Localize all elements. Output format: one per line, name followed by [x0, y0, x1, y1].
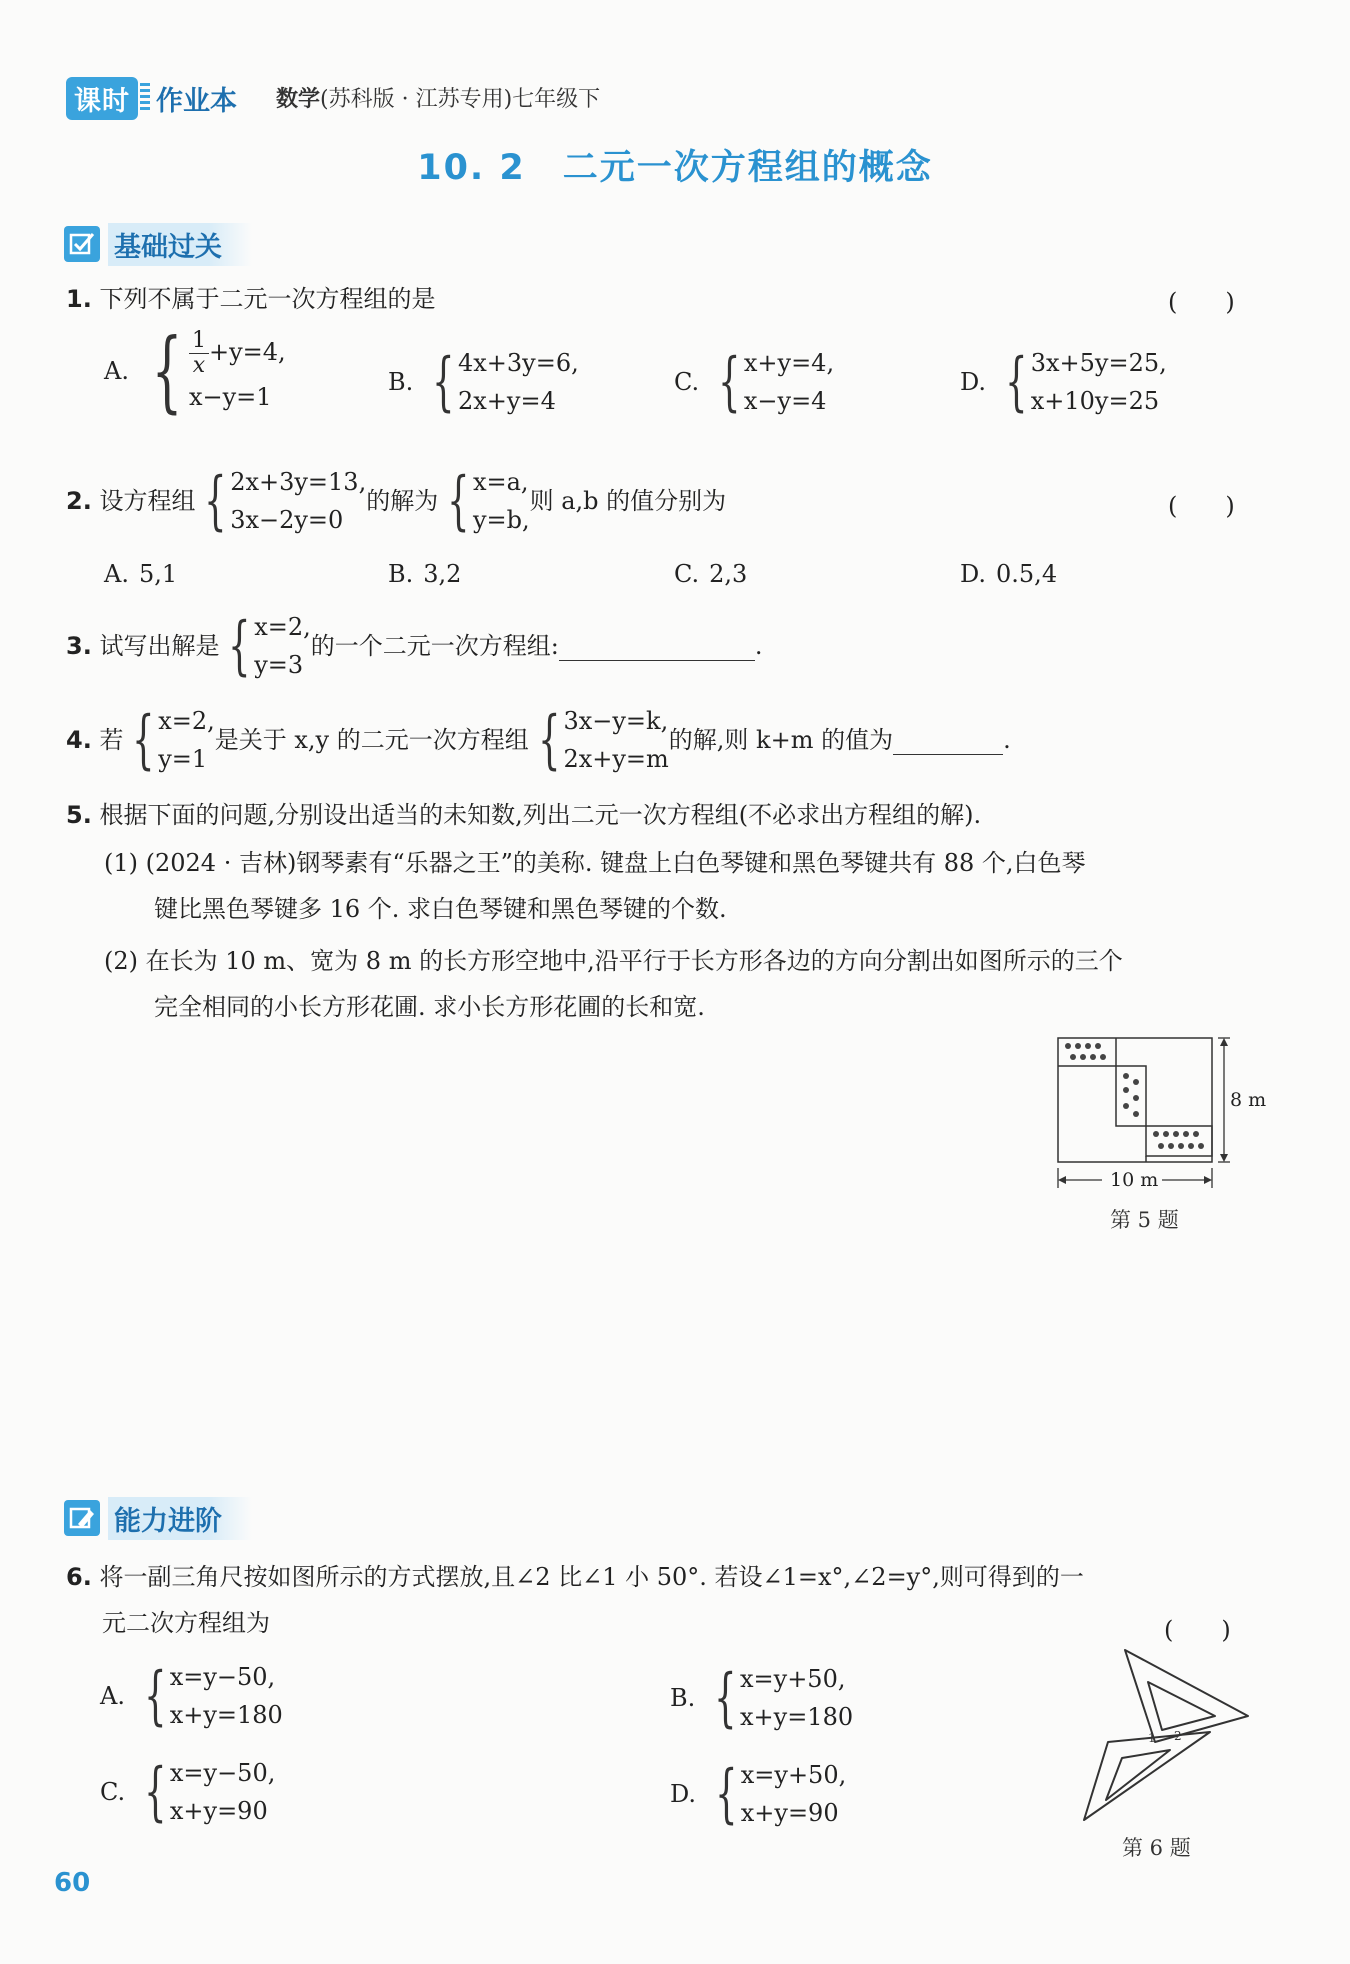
question-text: 下列不属于二元一次方程组的是 — [99, 285, 436, 313]
subject-label: 数学 — [276, 87, 321, 112]
pencil-icon — [64, 1500, 100, 1536]
logo-badge: 课时 — [66, 77, 138, 120]
question-text: 的解为 — [366, 487, 439, 515]
question-number: 1. — [66, 285, 92, 313]
q2-option-c: C. 2,3 — [674, 560, 748, 588]
question-number: 4. — [66, 726, 92, 754]
solution-system: { x=2, y=3 — [228, 609, 311, 683]
publisher-logo — [66, 78, 237, 118]
figure-6-caption: 第 6 题 — [1122, 1836, 1191, 1860]
q1-option-a — [104, 319, 286, 422]
question-6 — [66, 1560, 1084, 1594]
equation-system: { x=y+50, x+y=90 — [715, 1757, 847, 1831]
question-text: 若 — [99, 726, 124, 754]
section-header-basic — [64, 224, 252, 264]
question-5 — [66, 798, 981, 832]
solution-system: { x=a, y=b, — [447, 464, 530, 538]
answer-blank[interactable] — [893, 726, 1003, 755]
q6-option-d: D. { x=y+50, x+y=90 — [670, 1757, 847, 1831]
q1-option-d — [960, 344, 1167, 420]
section-label-advanced: 能力进阶 — [108, 1497, 252, 1540]
q1-option-b — [388, 344, 579, 420]
equation-system: { 3x+5y=25, x+10y=25 — [1005, 345, 1167, 419]
solution-system: { x=2, y=1 — [132, 703, 215, 777]
question-2 — [66, 463, 726, 539]
section-title: 10. 2 二元一次方程组的概念 — [417, 148, 933, 188]
equation-system: { 2x+3y=13, 3x−2y=0 — [204, 464, 367, 538]
option-label: D. — [960, 368, 987, 396]
book-subtitle — [276, 82, 600, 113]
question-text: 将一副三角尺按如图所示的方式摆放,且∠2 比∠1 小 50°. 若设∠1=x°,∠2=y°,则可得到的一 — [99, 1563, 1084, 1591]
question-text: 试写出解是 — [99, 632, 220, 660]
question-text: 设方程组 — [99, 487, 196, 515]
figure-5-caption: 第 5 题 — [1110, 1208, 1179, 1232]
angle-1-label: 1 — [1148, 1731, 1156, 1745]
question-text: 是关于 x,y 的二元一次方程组 — [214, 726, 529, 754]
edition-label: (苏科版 · 江苏专用)七年级下 — [320, 87, 601, 112]
equation-system: { x=y+50, x+y=180 — [714, 1661, 854, 1735]
question-number: 2. — [66, 487, 92, 515]
question-4: 4. 若 { x=2, y=1 是关于 x,y 的二元一次方程组 { 3x−y=k, 2x+y=m 的解,则 k+m 的值为 . — [66, 703, 1011, 777]
logo-stripes — [140, 83, 150, 113]
figure-width-label: 10 m — [1110, 1169, 1159, 1191]
question-number: 6. — [66, 1563, 92, 1591]
q6-option-a: A. { x=y−50, x+y=180 — [100, 1659, 283, 1733]
equation-system: { x+y=4, x−y=4 — [718, 345, 835, 419]
q2-option-b: B. 3,2 — [388, 560, 462, 588]
q6-option-c: C. { x=y−50, x+y=90 — [100, 1755, 276, 1829]
figure-6-set-squares — [1070, 1640, 1260, 1830]
option-label: A. — [104, 357, 129, 385]
q2-option-d: D. 0.5,4 — [960, 560, 1058, 588]
q5-part2-line2: 完全相同的小长方形花圃. 求小长方形花圃的长和宽. — [154, 993, 705, 1021]
question-text: 则 a,b 的值分别为 — [529, 487, 727, 515]
fraction: $\frac{1}{x}$ — [189, 329, 209, 378]
question-text: 根据下面的问题,分别设出适当的未知数,列出二元一次方程组(不必求出方程组的解). — [99, 801, 982, 829]
page-number: 60 — [54, 1868, 91, 1898]
equation-system: { x=y−50, x+y=180 — [144, 1659, 283, 1733]
angle-2-label: 2 — [1174, 1729, 1182, 1743]
equation-system: { 3x−y=k, 2x+y=m — [537, 703, 669, 777]
question-text: 的一个二元一次方程组: — [310, 632, 559, 660]
q6-option-b: B. { x=y+50, x+y=180 — [670, 1661, 854, 1735]
question-6-line2: 元二次方程组为 — [102, 1609, 270, 1637]
q5-part1-line1: (1) (2024 · 吉林)钢琴素有“乐器之王”的美称. 键盘上白色琴键和黑色琴键共有 88 个,白色琴 — [104, 849, 1086, 877]
question-text: 的解,则 k+m 的值为 — [668, 726, 894, 754]
q2-option-a: A. 5,1 — [104, 560, 178, 588]
equation-system: { x=y−50, x+y=90 — [144, 1755, 276, 1829]
option-label: B. — [388, 368, 414, 396]
option-label: C. — [674, 368, 700, 396]
logo-name: 作业本 — [156, 85, 237, 117]
section-header-advanced — [64, 1498, 252, 1538]
question-number: 5. — [66, 801, 92, 829]
section-label-basic: 基础过关 — [108, 223, 252, 266]
question-3: 3. 试写出解是 { x=2, y=3 的一个二元一次方程组: . — [66, 609, 763, 683]
figure-5-garden-diagram — [1050, 1030, 1270, 1200]
answer-paren: ( ) — [1164, 1616, 1231, 1644]
question-number: 3. — [66, 632, 92, 660]
answer-blank[interactable] — [559, 632, 755, 661]
equation-system: { $\frac{1}{x}$ +y=4, x−y=1 — [151, 319, 286, 422]
q5-part2-line1: (2) 在长为 10 m、宽为 8 m 的长方形空地中,沿平行于长方形各边的方向分割出如图所示的三个 — [104, 947, 1123, 975]
equation-system: { 4x+3y=6, 2x+y=4 — [432, 345, 579, 419]
answer-paren: ( ) — [1168, 288, 1235, 316]
check-icon — [64, 226, 100, 262]
q1-option-c — [674, 344, 834, 420]
q5-part1-line2: 键比黑色琴键多 16 个. 求白色琴键和黑色琴键的个数. — [154, 895, 727, 923]
question-1 — [66, 282, 435, 316]
figure-height-label: 8 m — [1230, 1089, 1267, 1111]
answer-paren: ( ) — [1168, 492, 1235, 520]
